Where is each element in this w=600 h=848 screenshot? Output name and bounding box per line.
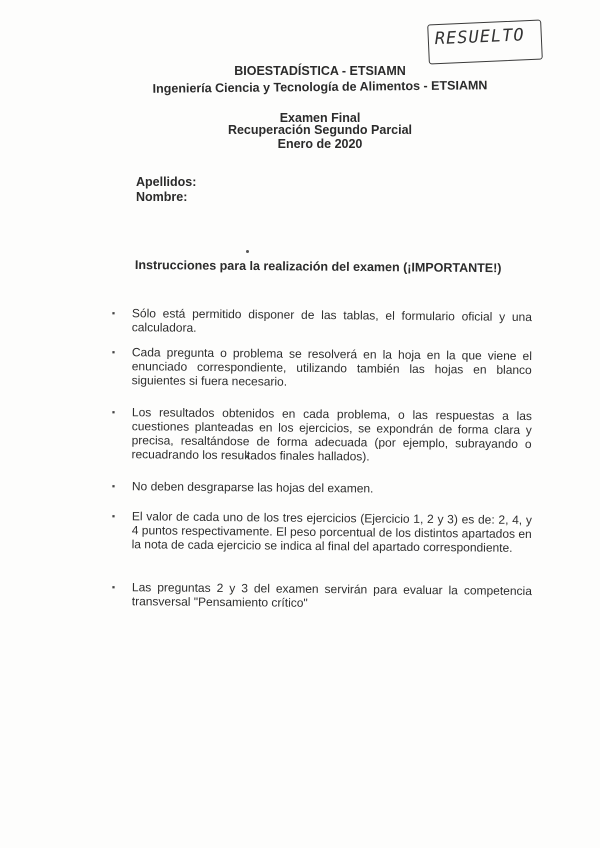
instruction-item	[112, 345, 532, 391]
instruction-item	[112, 306, 532, 338]
stamp-text: RESUELTO	[434, 25, 526, 50]
instruction-text: El valor de cada uno de los tres ejercicios (Ejercicio 1, 2 y 3) es de: 2, 4, y 4 puntos respectivamente. El peso porcentual de los distintos apartados en la nota de cada ejercicio se indica al final del apartado correspondiente.	[131, 509, 532, 555]
bullet-icon: ▪	[111, 581, 116, 593]
surname-label: Apellidos:	[136, 175, 197, 189]
exam-subtitle: Recuperación Segundo Parcial	[227, 123, 413, 137]
instruction-item	[111, 405, 532, 465]
instructions-title: Instrucciones para la realización del examen (¡IMPORTANTE!)	[134, 258, 502, 276]
scan-speck	[246, 250, 249, 253]
bullet-icon: ▪	[111, 480, 116, 492]
instruction-item	[112, 580, 532, 612]
instruction-item	[112, 509, 532, 555]
instruction-text: No deben desgraparse las hojas del examen.	[131, 479, 374, 496]
course-title: BIOESTADÍSTICA - ETSIAMN	[234, 64, 406, 78]
instruction-item	[112, 479, 532, 497]
bullet-icon: ▪	[111, 406, 116, 418]
degree-title: Ingeniería Ciencia y Tecnología de Alimentos - ETSIAMN	[152, 78, 488, 96]
instruction-text: Las preguntas 2 y 3 del examen servirán para evaluar la competencia transversal "Pensamiento crítico"	[131, 580, 532, 610]
bullet-icon: ▪	[111, 307, 116, 319]
instruction-text: Los resultados obtenidos en cada problema, o las respuestas a las cuestiones planteadas en los ejercicios, se expondrán de forma clara y precisa, resaltándose de forma adecuada (por ejemplo, subrayando o recuadrando los resultados finales hallados).	[131, 405, 532, 464]
name-label: Nombre:	[136, 190, 188, 204]
handwritten-stamp	[427, 20, 543, 65]
instruction-text: Sólo está permitido disponer de las tablas, el formulario oficial y una calculadora.	[131, 306, 532, 335]
exam-type: Examen Final	[279, 111, 361, 125]
bullet-icon: ▪	[111, 346, 116, 358]
instruction-text: Cada pregunta o problema se resolverá en la hoja en la que viene el enunciado correspondiente, utilizando también las hojas en blanco siguientes si fuera necesario.	[131, 345, 532, 389]
exam-date: Enero de 2020	[277, 137, 363, 151]
bullet-icon: ▪	[111, 510, 116, 522]
